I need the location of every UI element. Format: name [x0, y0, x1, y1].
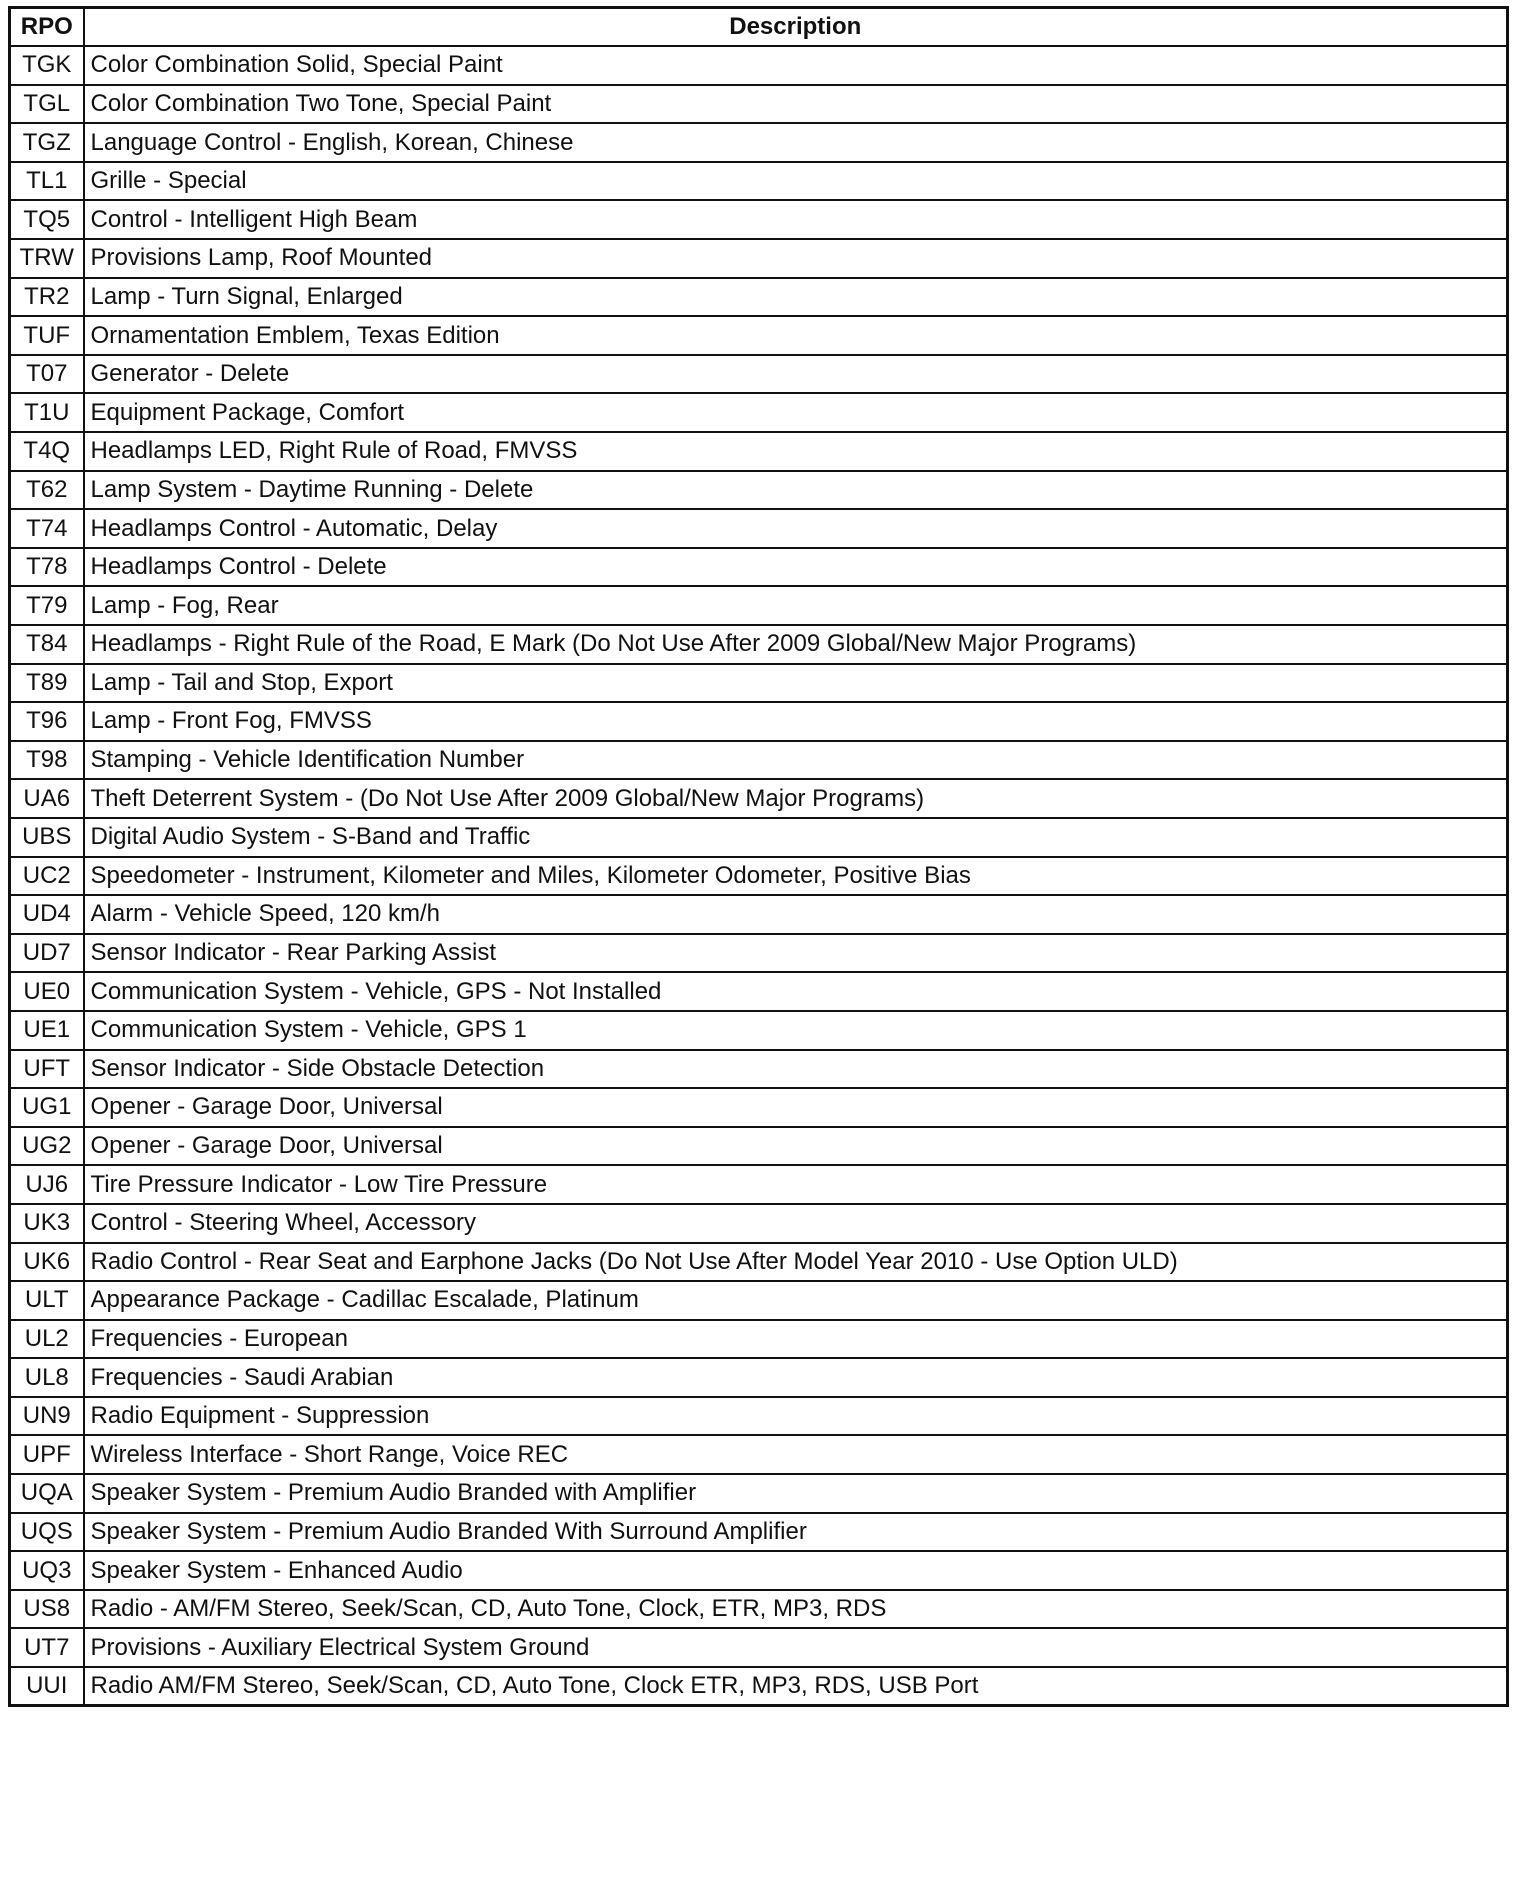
rpo-code-cell: UQS	[10, 1513, 84, 1552]
rpo-code-cell: TR2	[10, 278, 84, 317]
description-cell: Grille - Special	[84, 162, 1508, 201]
rpo-code-cell: T79	[10, 586, 84, 625]
description-cell: Frequencies - Saudi Arabian	[84, 1358, 1508, 1397]
description-cell: Wireless Interface - Short Range, Voice REC	[84, 1435, 1508, 1474]
rpo-code-cell: UA6	[10, 779, 84, 818]
rpo-code-cell: UK3	[10, 1204, 84, 1243]
table-row	[10, 239, 1508, 278]
description-cell: Opener - Garage Door, Universal	[84, 1127, 1508, 1166]
rpo-code-cell: UN9	[10, 1397, 84, 1436]
table-row	[10, 1011, 1508, 1050]
table-row	[10, 471, 1508, 510]
rpo-code-cell: TGL	[10, 85, 84, 124]
description-cell: Speedometer - Instrument, Kilometer and Miles, Kilometer Odometer, Positive Bias	[84, 857, 1508, 896]
table-row	[10, 586, 1508, 625]
table-row	[10, 1127, 1508, 1166]
description-cell: Alarm - Vehicle Speed, 120 km/h	[84, 895, 1508, 934]
table-body	[10, 46, 1508, 1706]
table-row	[10, 857, 1508, 896]
table-row	[10, 162, 1508, 201]
description-cell: Stamping - Vehicle Identification Number	[84, 741, 1508, 780]
rpo-code-cell: UD7	[10, 934, 84, 973]
table-row	[10, 1281, 1508, 1320]
description-cell: Headlamps - Right Rule of the Road, E Mark (Do Not Use After 2009 Global/New Major Programs)	[84, 625, 1508, 664]
table-row	[10, 548, 1508, 587]
table-row	[10, 432, 1508, 471]
description-cell: Lamp System - Daytime Running - Delete	[84, 471, 1508, 510]
rpo-code-cell: T98	[10, 741, 84, 780]
table-row	[10, 85, 1508, 124]
rpo-code-cell: TGZ	[10, 123, 84, 162]
description-cell: Communication System - Vehicle, GPS - Not Installed	[84, 972, 1508, 1011]
description-cell: Tire Pressure Indicator - Low Tire Pressure	[84, 1165, 1508, 1204]
description-cell: Headlamps Control - Automatic, Delay	[84, 509, 1508, 548]
rpo-code-cell: T74	[10, 509, 84, 548]
rpo-code-cell: US8	[10, 1590, 84, 1629]
description-cell: Speaker System - Enhanced Audio	[84, 1551, 1508, 1590]
description-cell: Frequencies - European	[84, 1320, 1508, 1359]
table-row	[10, 316, 1508, 355]
rpo-code-cell: UQ3	[10, 1551, 84, 1590]
rpo-code-cell: T89	[10, 664, 84, 703]
rpo-code-cell: UPF	[10, 1435, 84, 1474]
rpo-code-cell: T07	[10, 355, 84, 394]
table-row	[10, 1590, 1508, 1629]
table-row	[10, 895, 1508, 934]
description-cell: Headlamps LED, Right Rule of Road, FMVSS	[84, 432, 1508, 471]
rpo-code-cell: UK6	[10, 1243, 84, 1282]
table-row	[10, 200, 1508, 239]
rpo-code-cell: TRW	[10, 239, 84, 278]
description-cell: Opener - Garage Door, Universal	[84, 1088, 1508, 1127]
table-row	[10, 934, 1508, 973]
rpo-code-cell: UQA	[10, 1474, 84, 1513]
table-row	[10, 741, 1508, 780]
description-cell: Equipment Package, Comfort	[84, 393, 1508, 432]
rpo-code-cell: UG2	[10, 1127, 84, 1166]
rpo-code-cell: UL2	[10, 1320, 84, 1359]
rpo-code-cell: UL8	[10, 1358, 84, 1397]
rpo-code-cell: UE0	[10, 972, 84, 1011]
rpo-code-cell: T4Q	[10, 432, 84, 471]
rpo-table	[8, 6, 1509, 1707]
description-cell: Radio - AM/FM Stereo, Seek/Scan, CD, Auto Tone, Clock, ETR, MP3, RDS	[84, 1590, 1508, 1629]
description-cell: Sensor Indicator - Rear Parking Assist	[84, 934, 1508, 973]
rpo-code-cell: T84	[10, 625, 84, 664]
description-cell: Provisions Lamp, Roof Mounted	[84, 239, 1508, 278]
table-row	[10, 1628, 1508, 1667]
description-cell: Speaker System - Premium Audio Branded With Surround Amplifier	[84, 1513, 1508, 1552]
description-cell: Control - Steering Wheel, Accessory	[84, 1204, 1508, 1243]
rpo-code-cell: UD4	[10, 895, 84, 934]
rpo-code-cell: UUI	[10, 1667, 84, 1706]
rpo-code-cell: TQ5	[10, 200, 84, 239]
table-row	[10, 355, 1508, 394]
rpo-code-cell: ULT	[10, 1281, 84, 1320]
description-cell: Sensor Indicator - Side Obstacle Detection	[84, 1050, 1508, 1089]
header-description: Description	[84, 8, 1508, 47]
rpo-code-cell: UT7	[10, 1628, 84, 1667]
rpo-code-cell: UG1	[10, 1088, 84, 1127]
description-cell: Communication System - Vehicle, GPS 1	[84, 1011, 1508, 1050]
description-cell: Lamp - Turn Signal, Enlarged	[84, 278, 1508, 317]
table-row	[10, 1435, 1508, 1474]
table-row	[10, 278, 1508, 317]
rpo-code-cell: T1U	[10, 393, 84, 432]
rpo-code-cell: T62	[10, 471, 84, 510]
table-row	[10, 1204, 1508, 1243]
description-cell: Appearance Package - Cadillac Escalade, Platinum	[84, 1281, 1508, 1320]
description-cell: Color Combination Solid, Special Paint	[84, 46, 1508, 85]
rpo-code-cell: TL1	[10, 162, 84, 201]
description-cell: Radio AM/FM Stereo, Seek/Scan, CD, Auto Tone, Clock ETR, MP3, RDS, USB Port	[84, 1667, 1508, 1706]
header-row	[10, 8, 1508, 47]
description-cell: Lamp - Tail and Stop, Export	[84, 664, 1508, 703]
description-cell: Radio Control - Rear Seat and Earphone Jacks (Do Not Use After Model Year 2010 - Use Option ULD)	[84, 1243, 1508, 1282]
table-row	[10, 1667, 1508, 1706]
description-cell: Generator - Delete	[84, 355, 1508, 394]
table-row	[10, 972, 1508, 1011]
rpo-code-cell: UFT	[10, 1050, 84, 1089]
table-header	[10, 8, 1508, 47]
description-cell: Lamp - Front Fog, FMVSS	[84, 702, 1508, 741]
table-row	[10, 625, 1508, 664]
table-row	[10, 123, 1508, 162]
description-cell: Provisions - Auxiliary Electrical System Ground	[84, 1628, 1508, 1667]
table-row	[10, 779, 1508, 818]
description-cell: Control - Intelligent High Beam	[84, 200, 1508, 239]
rpo-code-cell: TGK	[10, 46, 84, 85]
table-row	[10, 393, 1508, 432]
table-row	[10, 1088, 1508, 1127]
description-cell: Speaker System - Premium Audio Branded with Amplifier	[84, 1474, 1508, 1513]
table-row	[10, 1320, 1508, 1359]
table-row	[10, 1243, 1508, 1282]
description-cell: Headlamps Control - Delete	[84, 548, 1508, 587]
description-cell: Ornamentation Emblem, Texas Edition	[84, 316, 1508, 355]
table-row	[10, 1358, 1508, 1397]
table-row	[10, 46, 1508, 85]
description-cell: Theft Deterrent System - (Do Not Use After 2009 Global/New Major Programs)	[84, 779, 1508, 818]
table-row	[10, 509, 1508, 548]
rpo-code-cell: UBS	[10, 818, 84, 857]
table-row	[10, 664, 1508, 703]
description-cell: Color Combination Two Tone, Special Paint	[84, 85, 1508, 124]
table-row	[10, 1165, 1508, 1204]
rpo-code-cell: T96	[10, 702, 84, 741]
description-cell: Lamp - Fog, Rear	[84, 586, 1508, 625]
rpo-code-cell: UC2	[10, 857, 84, 896]
table-row	[10, 1513, 1508, 1552]
table-row	[10, 818, 1508, 857]
table-row	[10, 1474, 1508, 1513]
table-row	[10, 702, 1508, 741]
rpo-code-cell: TUF	[10, 316, 84, 355]
rpo-code-cell: UE1	[10, 1011, 84, 1050]
table-row	[10, 1551, 1508, 1590]
description-cell: Language Control - English, Korean, Chinese	[84, 123, 1508, 162]
table-row	[10, 1397, 1508, 1436]
rpo-code-cell: UJ6	[10, 1165, 84, 1204]
rpo-code-cell: T78	[10, 548, 84, 587]
description-cell: Radio Equipment - Suppression	[84, 1397, 1508, 1436]
description-cell: Digital Audio System - S-Band and Traffic	[84, 818, 1508, 857]
header-rpo: RPO	[10, 8, 84, 47]
table-row	[10, 1050, 1508, 1089]
